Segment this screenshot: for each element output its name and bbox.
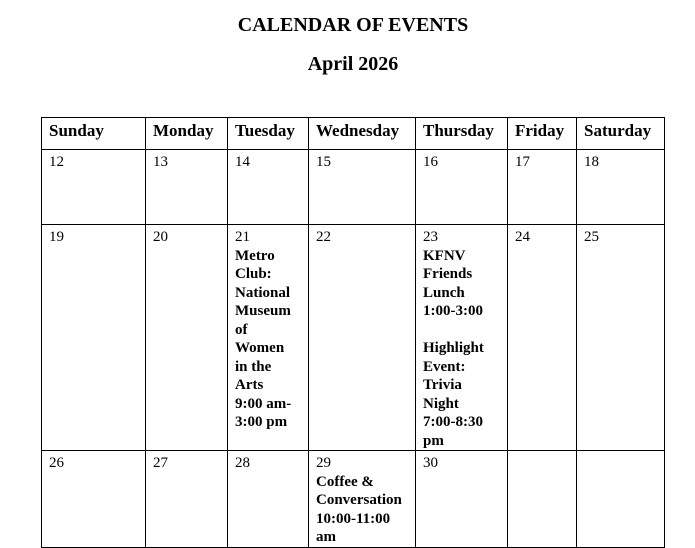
header-tuesday: Tuesday <box>228 118 309 150</box>
day-number: 23 <box>423 229 438 245</box>
day-cell <box>508 225 577 451</box>
day-number: 19 <box>49 229 64 245</box>
day-cell <box>228 150 309 225</box>
day-number: 21 <box>235 229 250 245</box>
day-cell <box>577 225 665 451</box>
day-number: 22 <box>316 229 331 245</box>
day-number: 25 <box>584 229 599 245</box>
weekday-header-row <box>42 118 665 150</box>
month-title: April 2026 <box>307 53 399 75</box>
day-number: 29 <box>316 455 331 471</box>
day-number: 15 <box>316 154 331 170</box>
day-cell <box>416 150 508 225</box>
day-number: 28 <box>235 455 250 471</box>
day-cell <box>508 150 577 225</box>
day-cell <box>309 150 416 225</box>
header-monday: Monday <box>146 118 228 150</box>
day-cell <box>146 225 228 451</box>
day-cell <box>146 150 228 225</box>
header-friday: Friday <box>508 118 577 150</box>
day-number: 18 <box>584 154 599 170</box>
day-number: 30 <box>423 455 438 471</box>
event-kfnv-lunch-trivia: KFNV Friends Lunch 1:00-3:00 Highlight Event: Trivia Night 7:00-8:30 pm <box>423 247 484 449</box>
header-sunday: Sunday <box>42 118 146 150</box>
header-saturday: Saturday <box>577 118 665 150</box>
day-cell <box>309 225 416 451</box>
day-number: 14 <box>235 154 250 170</box>
day-cell <box>309 451 416 548</box>
day-number: 12 <box>49 154 64 170</box>
week-row <box>42 451 665 548</box>
day-number: 26 <box>49 455 64 471</box>
event-coffee-conversation: Coffee & Conversation 10:00-11:00 am <box>316 473 402 545</box>
day-cell <box>42 150 146 225</box>
header-wednesday: Wednesday <box>309 118 416 150</box>
header-thursday: Thursday <box>416 118 508 150</box>
day-cell <box>416 451 508 548</box>
day-cell <box>228 225 309 451</box>
day-cell <box>228 451 309 548</box>
day-number: 16 <box>423 154 438 170</box>
day-number: 24 <box>515 229 530 245</box>
week-row <box>42 150 665 225</box>
page-title: CALENDAR OF EVENTS <box>237 14 469 36</box>
day-number: 27 <box>153 455 168 471</box>
day-cell <box>146 451 228 548</box>
day-cell <box>577 150 665 225</box>
day-number: 17 <box>515 154 530 170</box>
day-cell <box>508 451 577 548</box>
day-number: 13 <box>153 154 168 170</box>
calendar-table <box>41 117 665 548</box>
day-cell <box>42 225 146 451</box>
week-row <box>42 225 665 451</box>
day-number: 20 <box>153 229 168 245</box>
day-cell <box>416 225 508 451</box>
event-metro-club: Metro Club: National Museum of Women in the Arts 9:00 am- 3:00 pm <box>235 247 292 430</box>
day-cell <box>577 451 665 548</box>
day-cell <box>42 451 146 548</box>
